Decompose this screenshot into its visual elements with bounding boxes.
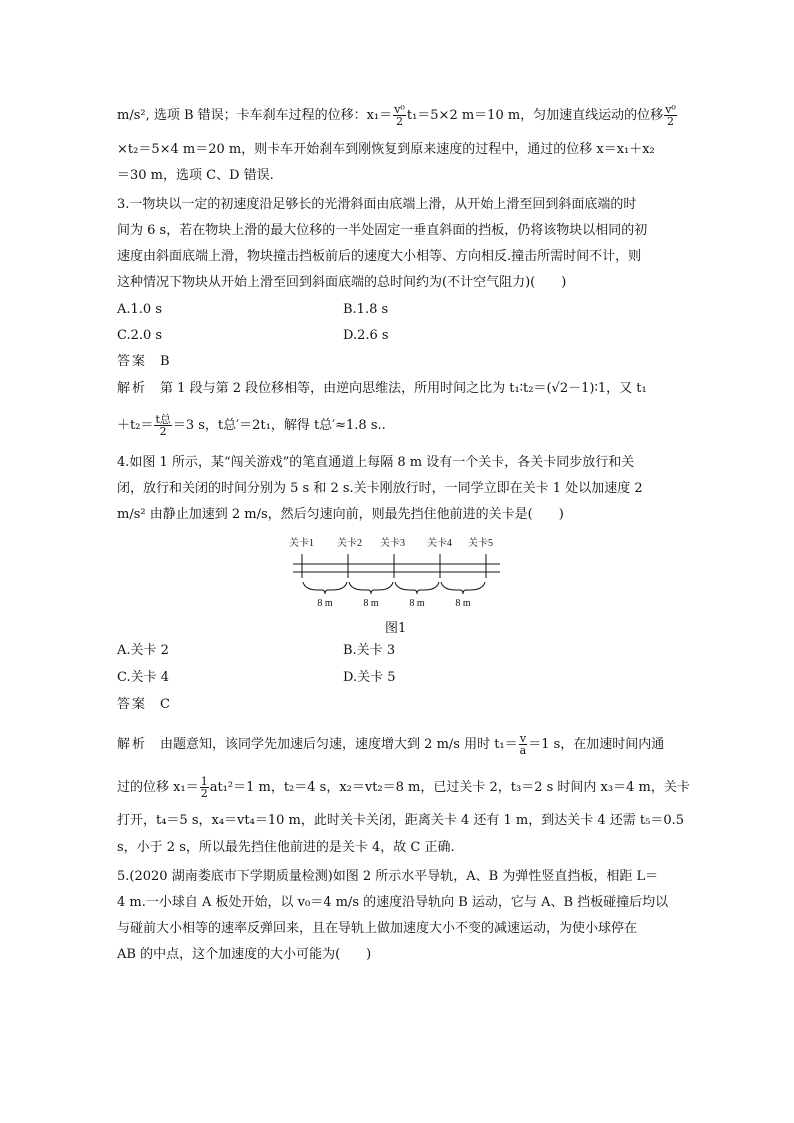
analysis-label: 解析 xyxy=(117,737,148,752)
text-segment: 第 1 段与第 2 段位移相等，由逆向思维法，所用时间之比为 t₁∶t₂＝(√2－1)∶1，又 t₁ xyxy=(160,381,647,396)
text-segment: m/s², 选项 B 错误；卡车刹车过程的位移：x₁＝ xyxy=(117,108,393,123)
q3-analysis-1 xyxy=(117,381,647,397)
span-label-4: 8 m xyxy=(455,598,471,609)
analysis-label: 解析 xyxy=(117,381,148,396)
q4-analysis-2 xyxy=(117,776,690,799)
q4-option-c: C.关卡 4 xyxy=(117,670,170,685)
q3-line-1: 3.一物块以一定的初速度沿足够长的光滑斜面由底端上滑，从开始上滑至回到斜面底端的时 xyxy=(117,197,637,212)
q5-line-1: 5.(2020 湖南娄底市下学期质量检测)如图 2 所示水平导轨，A、B 为弹性竖直挡板，相距 L＝ xyxy=(117,869,659,884)
gate-label-2: 关卡2 xyxy=(337,538,362,549)
span-brace-4 xyxy=(441,582,485,594)
q3-line-4: 这种情况下物块从开始上滑至回到斜面底端的总时间约为(不计空气阻力)( ) xyxy=(117,275,567,290)
figure-1-caption: 图1 xyxy=(385,621,407,636)
q4-option-d: D.关卡 5 xyxy=(343,670,396,685)
q4-analysis-4: s，小于 2 s，所以最先挡住他前进的是关卡 4，故 C 正确. xyxy=(117,840,455,855)
gate-label-4: 关卡4 xyxy=(427,538,452,549)
prev-line-1 xyxy=(117,104,678,127)
q4-line-2: 闭，放行和关闭的时间分别为 5 s 和 2 s.关卡刚放行时，一同学立即在关卡 1 处以加速度 2 xyxy=(117,481,643,496)
q5-line-2: 4 m.一小球自 A 板处开始，以 v₀＝4 m/s 的速度沿导轨向 B 运动，它与 A、B 挡板碰撞后均以 xyxy=(117,895,669,910)
fraction: $\frac{v}{a}$ xyxy=(519,732,527,757)
q3-analysis-2 xyxy=(117,414,386,437)
q3-option-c: C.2.0 s xyxy=(117,328,163,343)
answer-label: 答案 xyxy=(117,697,148,712)
q4-line-3: m/s² 由静止加速到 2 m/s，然后匀速向前，则最先挡住他前进的关卡是( ) xyxy=(117,507,564,522)
prev-line-2: ×t₂＝5×4 m＝20 m，则卡车开始刹车到刚恢复到原来速度的过程中，通过的位移 x＝x₁＋x₂ xyxy=(117,142,655,157)
text-segment: ＋t₂＝ xyxy=(117,418,154,433)
q3-line-2: 间为 6 s，若在物块上滑的最大位移的一半处固定一垂直斜面的挡板，仍将该物块以相同的初 xyxy=(117,223,648,238)
span-label-1: 8 m xyxy=(317,598,333,609)
span-brace-3 xyxy=(395,582,439,594)
fraction: $\frac{\text{v⁰}}{2}$ xyxy=(665,103,676,128)
q4-option-b: B.关卡 3 xyxy=(343,643,396,658)
text-segment: 过的位移 x₁＝ xyxy=(117,780,199,795)
q3-option-d: D.2.6 s xyxy=(343,328,389,343)
q3-option-a: A.1.0 s xyxy=(117,302,162,317)
q4-option-a: A.关卡 2 xyxy=(117,643,169,658)
span-label-2: 8 m xyxy=(363,598,379,609)
q4-analysis-1 xyxy=(117,733,664,756)
span-brace-2 xyxy=(349,582,393,594)
q5-line-3: 与碰前大小相等的速率反弹回来，且在导轨上做加速度大小不变的减速运动，为使小球停在 xyxy=(117,921,638,936)
q3-answer xyxy=(117,354,170,370)
q4-analysis-3: 打开，t₄＝5 s，x₄＝vt₄＝10 m，此时关卡关闭，距离关卡 4 还有 1 m，到达关卡 4 还需 t₅＝0.5 xyxy=(117,813,685,828)
text-segment: t₁＝5×2 m＝10 m，匀加速直线运动的位移 xyxy=(406,108,664,123)
span-label-3: 8 m xyxy=(409,598,425,609)
gate-label-5: 关卡5 xyxy=(468,538,493,549)
q4-line-1: 4.如图 1 所示，某“闯关游戏”的笔直通道上每隔 8 m 设有一个关卡，各关卡同步放行和关 xyxy=(117,455,635,470)
fraction: $\frac{1}{2}$ xyxy=(200,775,208,800)
text-segment: 由题意知，该同学先加速后匀速，速度增大到 2 m/s 用时 t₁＝ xyxy=(160,737,518,752)
answer-value: C xyxy=(160,697,170,712)
answer-value: B xyxy=(160,354,170,369)
gate-label-3: 关卡3 xyxy=(380,538,405,549)
q3-line-3: 速度由斜面底端上滑，物块撞击挡板前后的速度大小相等、方向相反.撞击所需时间不计，则 xyxy=(117,249,642,264)
text-segment: at₁²＝1 m，t₂＝4 s，x₂＝vt₂＝8 m，已过关卡 2，t₃＝2 s 时间内 x₃＝4 m，关卡 xyxy=(209,780,690,795)
text-segment: ＝1 s，在加速时间内通 xyxy=(528,737,665,752)
q4-answer xyxy=(117,697,170,713)
prev-line-3: ＝30 m，选项 C、D 错误. xyxy=(117,168,274,183)
q3-option-b: B.1.8 s xyxy=(343,302,389,317)
answer-label: 答案 xyxy=(117,354,148,369)
gate-label-1: 关卡1 xyxy=(289,538,314,549)
fraction: $\frac{\text{v⁰}}{2}$ xyxy=(394,103,405,128)
span-brace-1 xyxy=(303,582,347,594)
fraction: $\frac{\text{t总}}{2}$ xyxy=(155,413,171,438)
q5-line-4: AB 的中点，这个加速度的大小可能为( ) xyxy=(117,947,372,962)
text-segment: ＝3 s，t总′＝2t₁，解得 t总′≈1.8 s.. xyxy=(172,418,386,433)
figure-1-diagram xyxy=(0,534,794,614)
